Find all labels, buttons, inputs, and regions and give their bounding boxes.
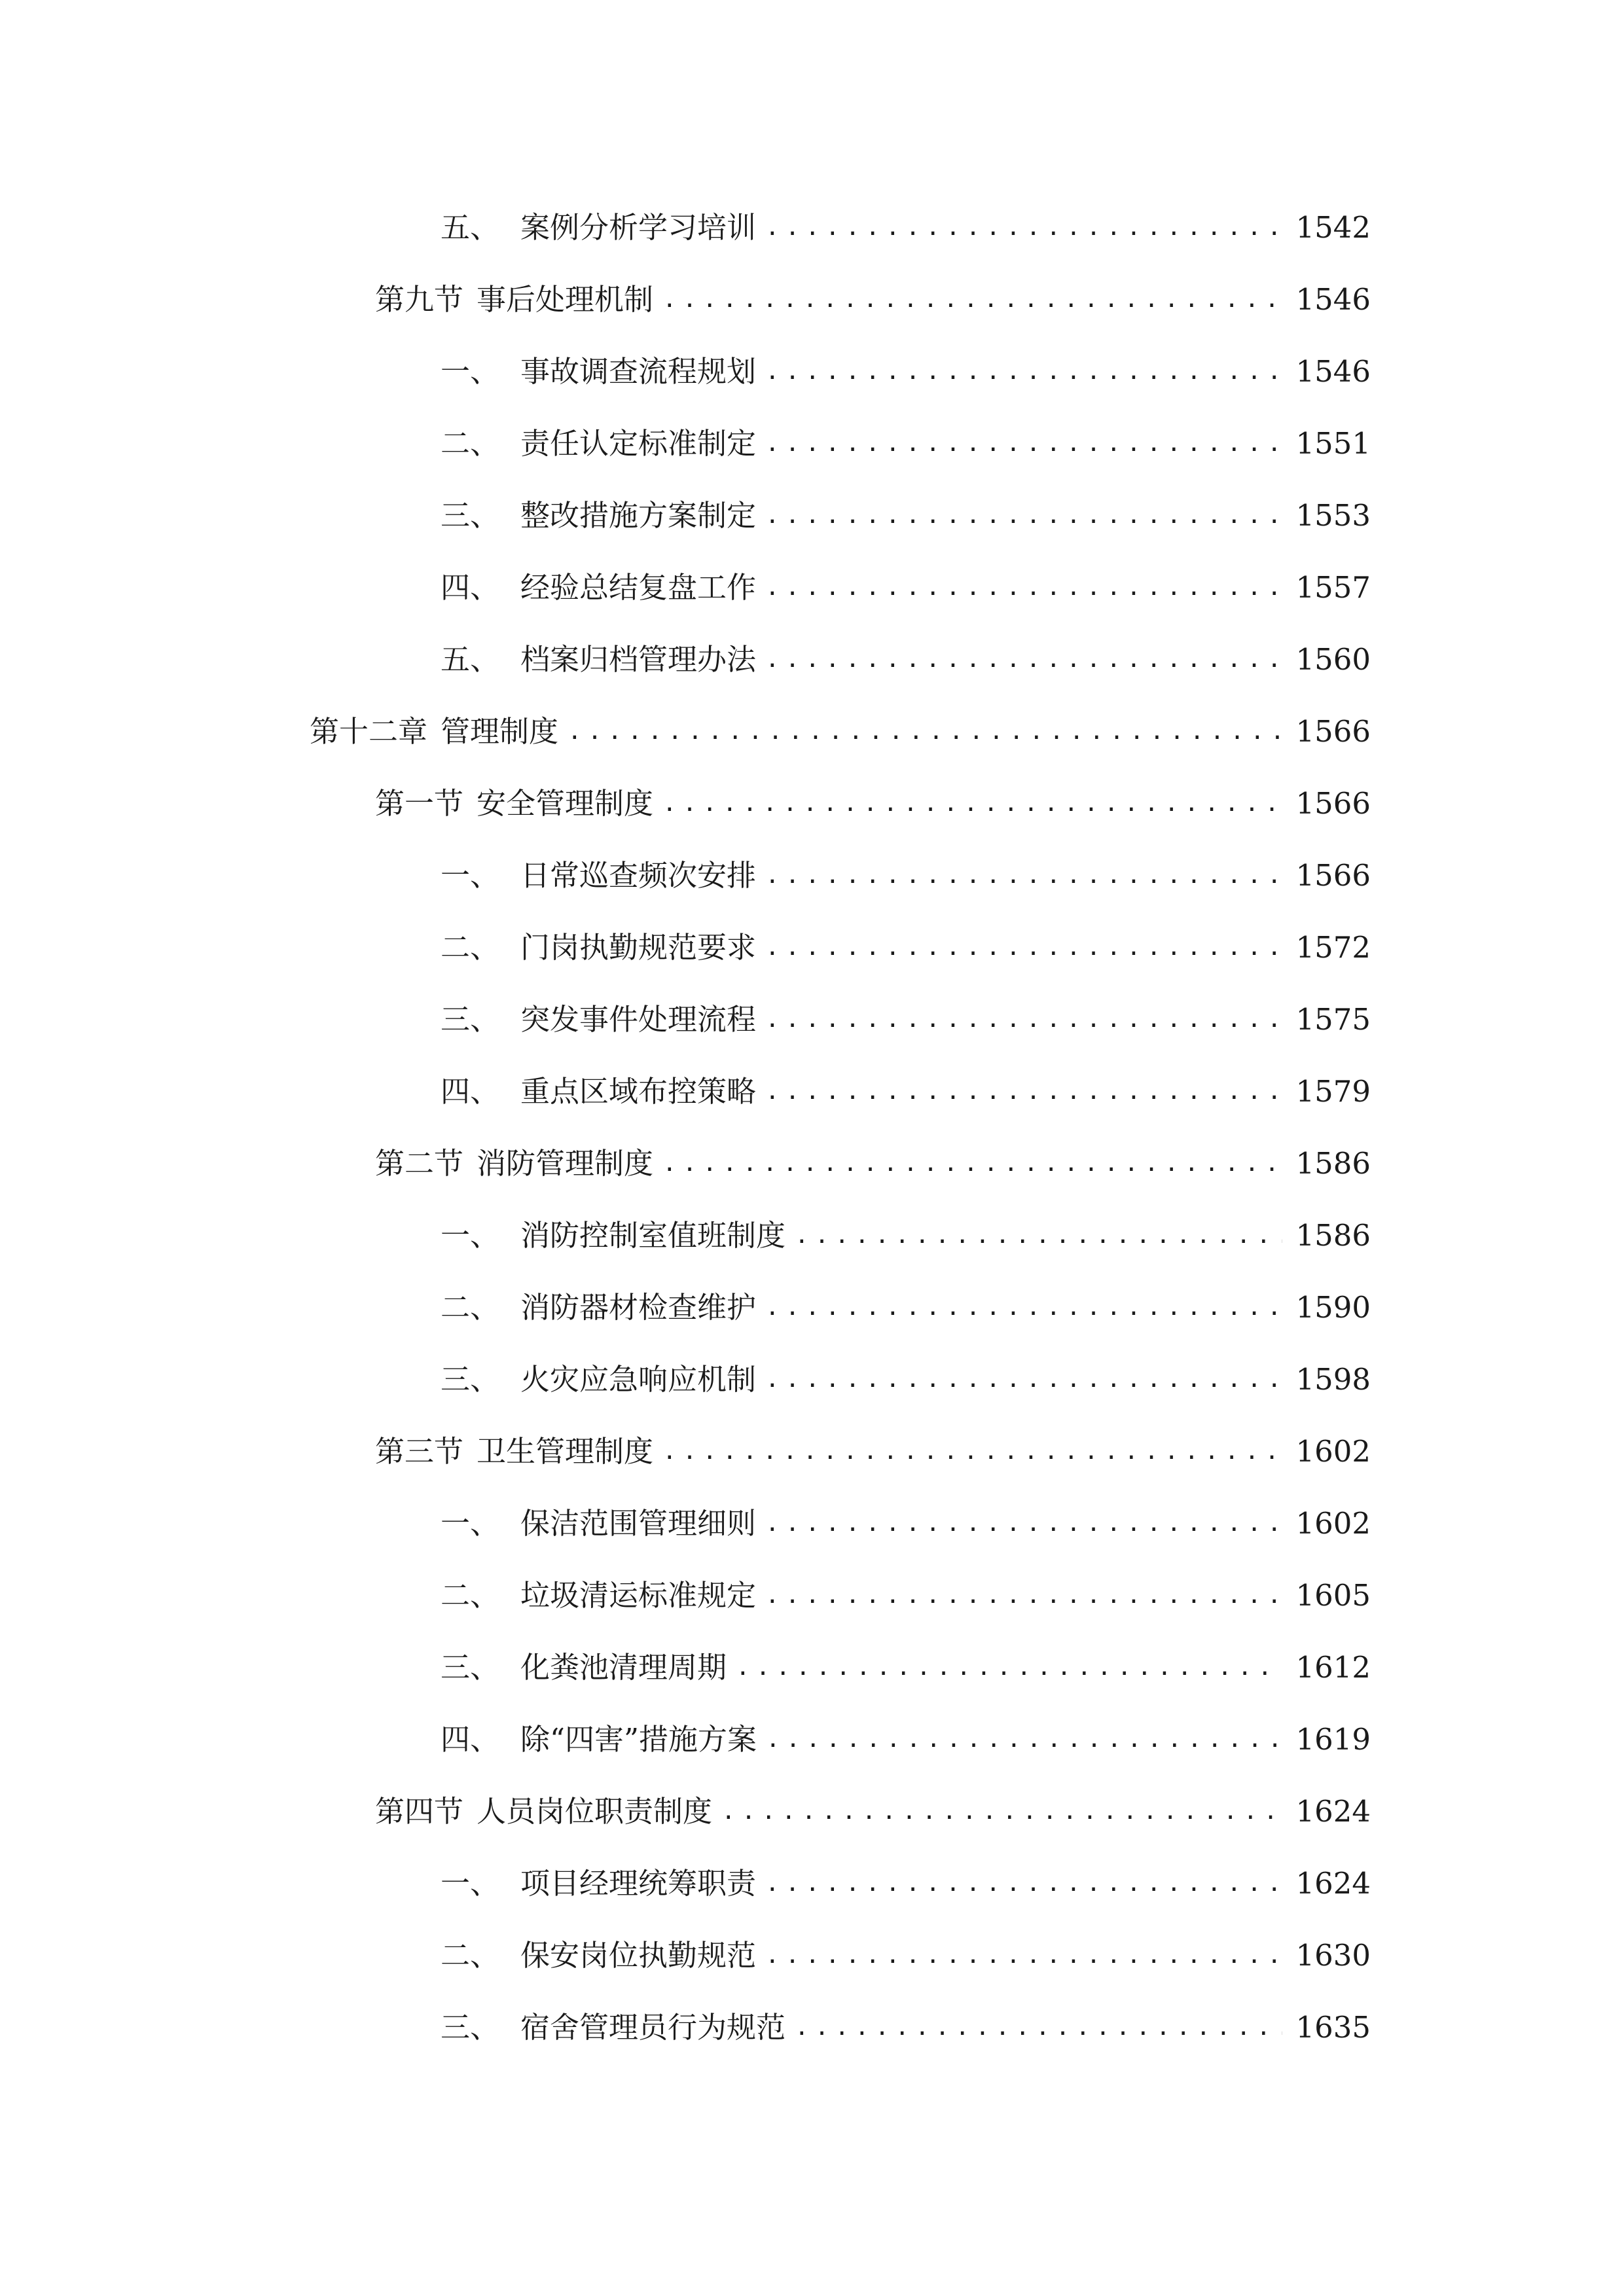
dot-leader (765, 922, 1282, 974)
dot-leader (765, 490, 1282, 542)
toc-entry-title: 管理制度 (441, 714, 559, 749)
toc-entry-number: 二、 (441, 1938, 500, 1973)
toc-entry-page: 1586 (1295, 1218, 1371, 1253)
toc-entry[interactable] (441, 562, 1371, 614)
toc-entry-title: 经验总结复盘工作 (520, 570, 757, 605)
dot-leader (662, 1426, 1282, 1478)
toc-entry-title: 消防器材检查维护 (520, 1290, 757, 1325)
toc-entry[interactable] (441, 1498, 1371, 1550)
dot-leader (765, 994, 1282, 1046)
toc-entry-page: 1619 (1295, 1722, 1371, 1757)
toc-entry-number: 第三节 (375, 1434, 464, 1469)
toc-entry-title: 突发事件处理流程 (520, 1002, 757, 1037)
toc-entry-number: 三、 (441, 2010, 500, 2045)
toc-entry-number: 一、 (441, 858, 500, 893)
dot-leader (795, 2001, 1282, 2054)
toc-entry-number: 五、 (441, 210, 500, 245)
toc-entry[interactable] (375, 274, 1371, 326)
toc-entry-title: 责任认定标准制定 (520, 426, 757, 461)
toc-entry-title: 除“四害”措施方案 (520, 1722, 757, 1757)
toc-entry-title: 整改措施方案制定 (520, 498, 757, 533)
toc-entry[interactable] (441, 994, 1371, 1046)
toc-entry-number: 一、 (441, 1506, 500, 1541)
toc-entry-page: 1566 (1295, 714, 1371, 749)
toc-entry-number: 一、 (441, 1866, 500, 1901)
dot-leader (765, 1066, 1282, 1118)
toc-entry-title: 保洁范围管理细则 (520, 1506, 757, 1541)
toc-entry-page: 1612 (1295, 1650, 1371, 1685)
toc-entry[interactable] (441, 1929, 1371, 1982)
toc-entry-page: 1624 (1295, 1866, 1371, 1901)
toc-entry-page: 1546 (1295, 282, 1371, 317)
toc-entry-page: 1553 (1295, 498, 1371, 533)
toc-entry[interactable] (441, 1857, 1371, 1910)
toc-entry-title: 火灾应急响应机制 (520, 1362, 757, 1397)
dot-leader (568, 706, 1282, 758)
toc-entry-title: 门岗执勤规范要求 (520, 930, 757, 965)
toc-entry-title: 卫生管理制度 (477, 1434, 654, 1469)
dot-leader (662, 778, 1282, 830)
toc-entry-number: 五、 (441, 642, 500, 677)
dot-leader (765, 634, 1282, 686)
toc-entry-page: 1602 (1295, 1506, 1371, 1541)
toc-entry-title: 档案归档管理办法 (520, 642, 757, 677)
toc-entry[interactable] (441, 2001, 1371, 2054)
toc-entry[interactable] (441, 202, 1371, 254)
dot-leader (765, 850, 1282, 902)
dot-leader (765, 1929, 1282, 1982)
toc-entry[interactable] (375, 1785, 1371, 1838)
dot-leader (795, 1210, 1282, 1262)
dot-leader (765, 562, 1282, 614)
toc-entry-page: 1630 (1295, 1938, 1371, 1973)
toc-entry-page: 1586 (1295, 1146, 1371, 1181)
toc-entry-title: 人员岗位职责制度 (477, 1794, 713, 1829)
toc-entry-number: 四、 (441, 1722, 500, 1757)
toc-entry-number: 四、 (441, 1074, 500, 1109)
dot-leader (736, 1641, 1282, 1694)
toc-entry-title: 安全管理制度 (477, 786, 654, 821)
toc-entry-number: 二、 (441, 1578, 500, 1613)
toc-entry-title: 日常巡查频次安排 (520, 858, 757, 893)
toc-entry-number: 第二节 (375, 1146, 464, 1181)
toc-entry-page: 1575 (1295, 1002, 1371, 1037)
toc-entry-page: 1546 (1295, 354, 1371, 389)
toc-entry-page: 1605 (1295, 1578, 1371, 1613)
toc-entry[interactable] (441, 1570, 1371, 1622)
toc-entry-number: 二、 (441, 930, 500, 965)
toc-entry[interactable] (441, 1354, 1371, 1406)
dot-leader (765, 418, 1282, 470)
toc-entry-page: 1560 (1295, 642, 1371, 677)
dot-leader (765, 1857, 1282, 1910)
toc-entry[interactable] (441, 1282, 1371, 1334)
toc-entry-number: 第四节 (375, 1794, 464, 1829)
toc-entry[interactable] (441, 346, 1371, 398)
toc-entry-number: 第九节 (375, 282, 464, 317)
dot-leader (765, 1354, 1282, 1406)
dot-leader (662, 274, 1282, 326)
dot-leader (765, 202, 1282, 254)
dot-leader (765, 1282, 1282, 1334)
toc-entry-page: 1572 (1295, 930, 1371, 965)
toc-entry-page: 1602 (1295, 1434, 1371, 1469)
toc-entry-number: 二、 (441, 1290, 500, 1325)
toc-entry-title: 项目经理统筹职责 (520, 1866, 757, 1901)
toc-entry[interactable] (441, 1641, 1371, 1694)
toc-entry-number: 三、 (441, 1002, 500, 1037)
toc-entry-number: 第一节 (375, 786, 464, 821)
dot-leader (765, 346, 1282, 398)
dot-leader (765, 1498, 1282, 1550)
toc-entry-page: 1566 (1295, 858, 1371, 893)
toc-entry-title: 事后处理机制 (477, 282, 654, 317)
toc-entry-number: 第十二章 (310, 714, 428, 749)
toc-entry-number: 三、 (441, 498, 500, 533)
toc-entry-number: 三、 (441, 1650, 500, 1685)
toc-entry-page: 1551 (1295, 426, 1371, 461)
toc-entry[interactable] (441, 850, 1371, 902)
toc-entry[interactable] (441, 1713, 1371, 1766)
toc-entry[interactable] (441, 1210, 1371, 1262)
toc-entry[interactable] (441, 490, 1371, 542)
toc-entry-title: 保安岗位执勤规范 (520, 1938, 757, 1973)
toc-entry[interactable] (375, 1138, 1371, 1190)
toc-entry-number: 二、 (441, 426, 500, 461)
toc-entry[interactable] (310, 706, 1371, 758)
toc-entry-page: 1557 (1295, 570, 1371, 605)
toc-entry-number: 三、 (441, 1362, 500, 1397)
toc-entry-page: 1566 (1295, 786, 1371, 821)
dot-leader (766, 1713, 1282, 1766)
toc-entry-page: 1579 (1295, 1074, 1371, 1109)
toc-entry-title: 垃圾清运标准规定 (520, 1578, 757, 1613)
toc-entry-number: 四、 (441, 570, 500, 605)
toc-entry-title: 案例分析学习培训 (520, 210, 757, 245)
toc-entry-title: 重点区域布控策略 (520, 1074, 757, 1109)
toc-entry-page: 1542 (1295, 210, 1371, 245)
toc-entry-page: 1624 (1295, 1794, 1371, 1829)
toc-entry-number: 一、 (441, 1218, 500, 1253)
dot-leader (765, 1570, 1282, 1622)
dot-leader (662, 1138, 1282, 1190)
toc-entry[interactable] (375, 778, 1371, 830)
toc-entry-title: 宿舍管理员行为规范 (520, 2010, 786, 2045)
toc-entry-title: 消防控制室值班制度 (520, 1218, 786, 1253)
toc-entry[interactable] (441, 922, 1371, 974)
toc-entry-title: 消防管理制度 (477, 1146, 654, 1181)
toc-entry-title: 化粪池清理周期 (520, 1650, 727, 1685)
toc-entry-page: 1598 (1295, 1362, 1371, 1397)
dot-leader (721, 1785, 1282, 1838)
toc-entry-page: 1635 (1295, 2010, 1371, 2045)
toc-entry-number: 一、 (441, 354, 500, 389)
toc-entry-page: 1590 (1295, 1290, 1371, 1325)
toc-entry[interactable] (441, 1066, 1371, 1118)
toc-entry[interactable] (441, 634, 1371, 686)
toc-entry-title: 事故调查流程规划 (520, 354, 757, 389)
toc-entry[interactable] (441, 418, 1371, 470)
toc-entry[interactable] (375, 1426, 1371, 1478)
